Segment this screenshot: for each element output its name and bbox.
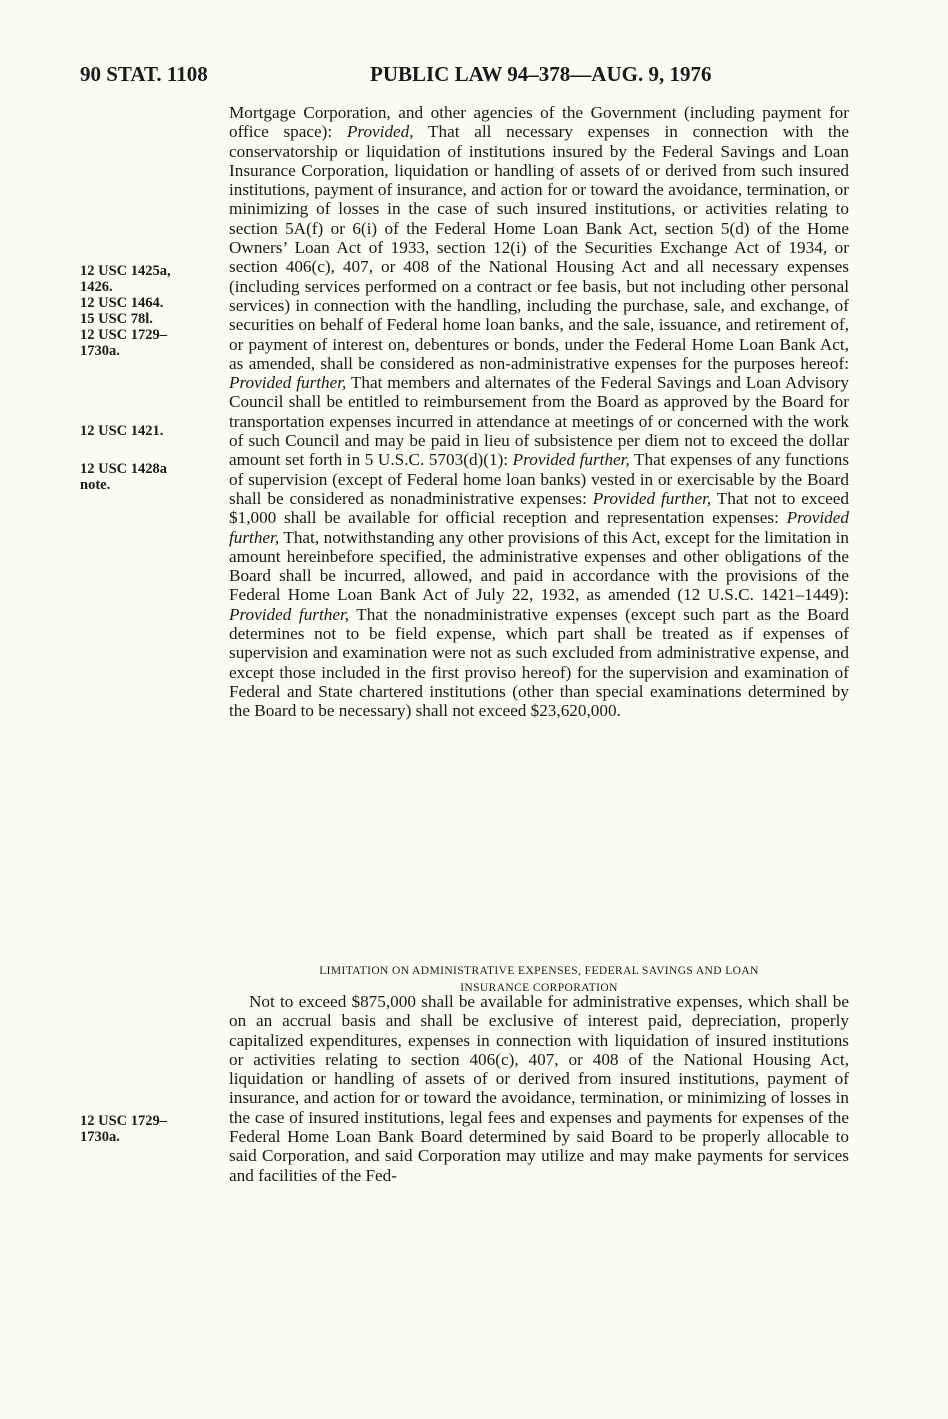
paragraph-text: Not to exceed $875,000 shall be available for administrative expenses, which shall be on an accrual basis and shall be exclusive of interest paid, depreciation, properly capitalized expenditures, expenses in connection with liquidation of insured institutions or activities relating to section 406(c), 407, or 408 of the National Housing Act, liquidation or handling of assets of or derived from insured institutions, payment of insurance, and action for or toward the avoidance, termination, or minimizing of losses in the case of insured institutions, legal fees and expenses and payments for expenses of the Federal Home Loan Bank Board determined by said Board to be properly allocable to said Corporation, and said Corporation may utilize and may make payments for services and facilities of the Fed- xyxy=(229,992,849,1185)
text-run: That the nonadministrative expenses (except such part as the Board determines not to be field expense, which part shall be treated as if expenses of supervision and examination were not as such excluded from administrative expense, and except those included in the first proviso hereof) for the supervision and examination of Federal and State chartered institutions (other than special examinations determined by the Board to be necessary) shall not exceed $23,620,000. xyxy=(229,604,850,721)
citation-line: 1426. xyxy=(80,279,113,295)
stat-reference: 90 STAT. 1108 xyxy=(80,62,208,86)
margin-citation xyxy=(80,423,200,439)
margin-citation xyxy=(80,263,200,359)
citation-line: 12 USC 1464. xyxy=(80,295,164,311)
citation-line: 1730a. xyxy=(80,343,120,359)
public-law-reference: PUBLIC LAW 94–378—AUG. 9, 1976 xyxy=(370,62,712,86)
paragraph-text xyxy=(229,103,849,721)
citation-line: note. xyxy=(80,477,111,493)
text-run: Mortgage Corporation, and other agencies of the Government (including payment for office space): xyxy=(229,103,849,142)
proviso-italic: Provided further, xyxy=(512,450,630,470)
text-run: That expenses of any functions of supervision (except of Federal home loan banks) vested in or exercisable by the Board shall be considered as nonadministrative expenses: xyxy=(229,450,850,508)
margin-citation xyxy=(80,461,200,493)
heading-line: INSURANCE CORPORATION xyxy=(460,982,618,994)
page-header xyxy=(80,62,858,92)
text-run: That all necessary expenses in connection with the conservatorship or liquidation of institutions insured by the Federal Savings and Loan Insurance Corporation, liquidation or handling of assets of or derived from such insured institutions, payment of insurance, and action for or toward the avoidance, termination, or minimizing of losses in the case of such insured institutions, or activities relating to section 5A(f) or 6(i) of the Federal Home Loan Bank Act, section 5(d) of the Home Owners’ Loan Act of 1933, section 12(i) of the Securities Exchange Act of 1934, or section 406(c), 407, or 408 of the National Housing Act and all necessary expenses (including services performed on a contract or fee basis, but not including other personal services) in connection with the handling, including the purchase, sale, and exchange, of securities on behalf of Federal home loan banks, and the sale, issuance, and retirement of, or payment of interest on, debentures or bonds, under the Federal Home Loan Bank Act, as amended, shall be considered as non-administrative expenses for the purposes hereof: xyxy=(229,122,849,373)
text-run: That not to exceed $1,000 shall be available for official reception and representation expenses: xyxy=(229,488,849,528)
proviso-italic: Provided further, xyxy=(229,604,350,624)
citation-line: 12 USC 1729– xyxy=(80,1113,168,1129)
text-run: That members and alternates of the Federal Savings and Loan Advisory Council shall be entitled to reimbursement from the Board as approved by the Board for transportation expenses incurred in attendance at meetings of or concerned with the work of such Council and may be paid in lieu of subsistence per diem not to exceed the dollar amount set forth in 5 U.S.C. 5703(d)(1): xyxy=(229,373,850,470)
proviso-italic: Provided, xyxy=(346,122,414,142)
citation-line: 1730a. xyxy=(80,1129,120,1145)
citation-line: 12 USC 1729– xyxy=(80,327,168,343)
margin-citation xyxy=(80,1113,200,1145)
citation-line: 12 USC 1421. xyxy=(80,423,164,439)
text-run: That, notwithstanding any other provisions of this Act, except for the limitation in amount hereinbefore specified, the administrative expenses and other obligations of the Board shall be incurred, allowed, and paid in accordance with the provisions of the Federal Home Loan Bank Act of July 22, 1932, as amended (12 U.S.C. 1421–1449): xyxy=(229,527,849,605)
heading-line: LIMITATION ON ADMINISTRATIVE EXPENSES, FEDERAL SAVINGS AND LOAN xyxy=(319,965,759,977)
body-paragraph xyxy=(229,103,849,721)
citation-line: 15 USC 78l. xyxy=(80,311,153,327)
proviso-italic: Provided further, xyxy=(229,508,849,547)
proviso-italic: Provided further, xyxy=(592,488,712,508)
citation-line: 12 USC 1428a xyxy=(80,461,168,477)
body-paragraph xyxy=(229,992,849,1185)
citation-line: 12 USC 1425a, xyxy=(80,263,171,279)
proviso-italic: Provided further, xyxy=(229,373,347,393)
